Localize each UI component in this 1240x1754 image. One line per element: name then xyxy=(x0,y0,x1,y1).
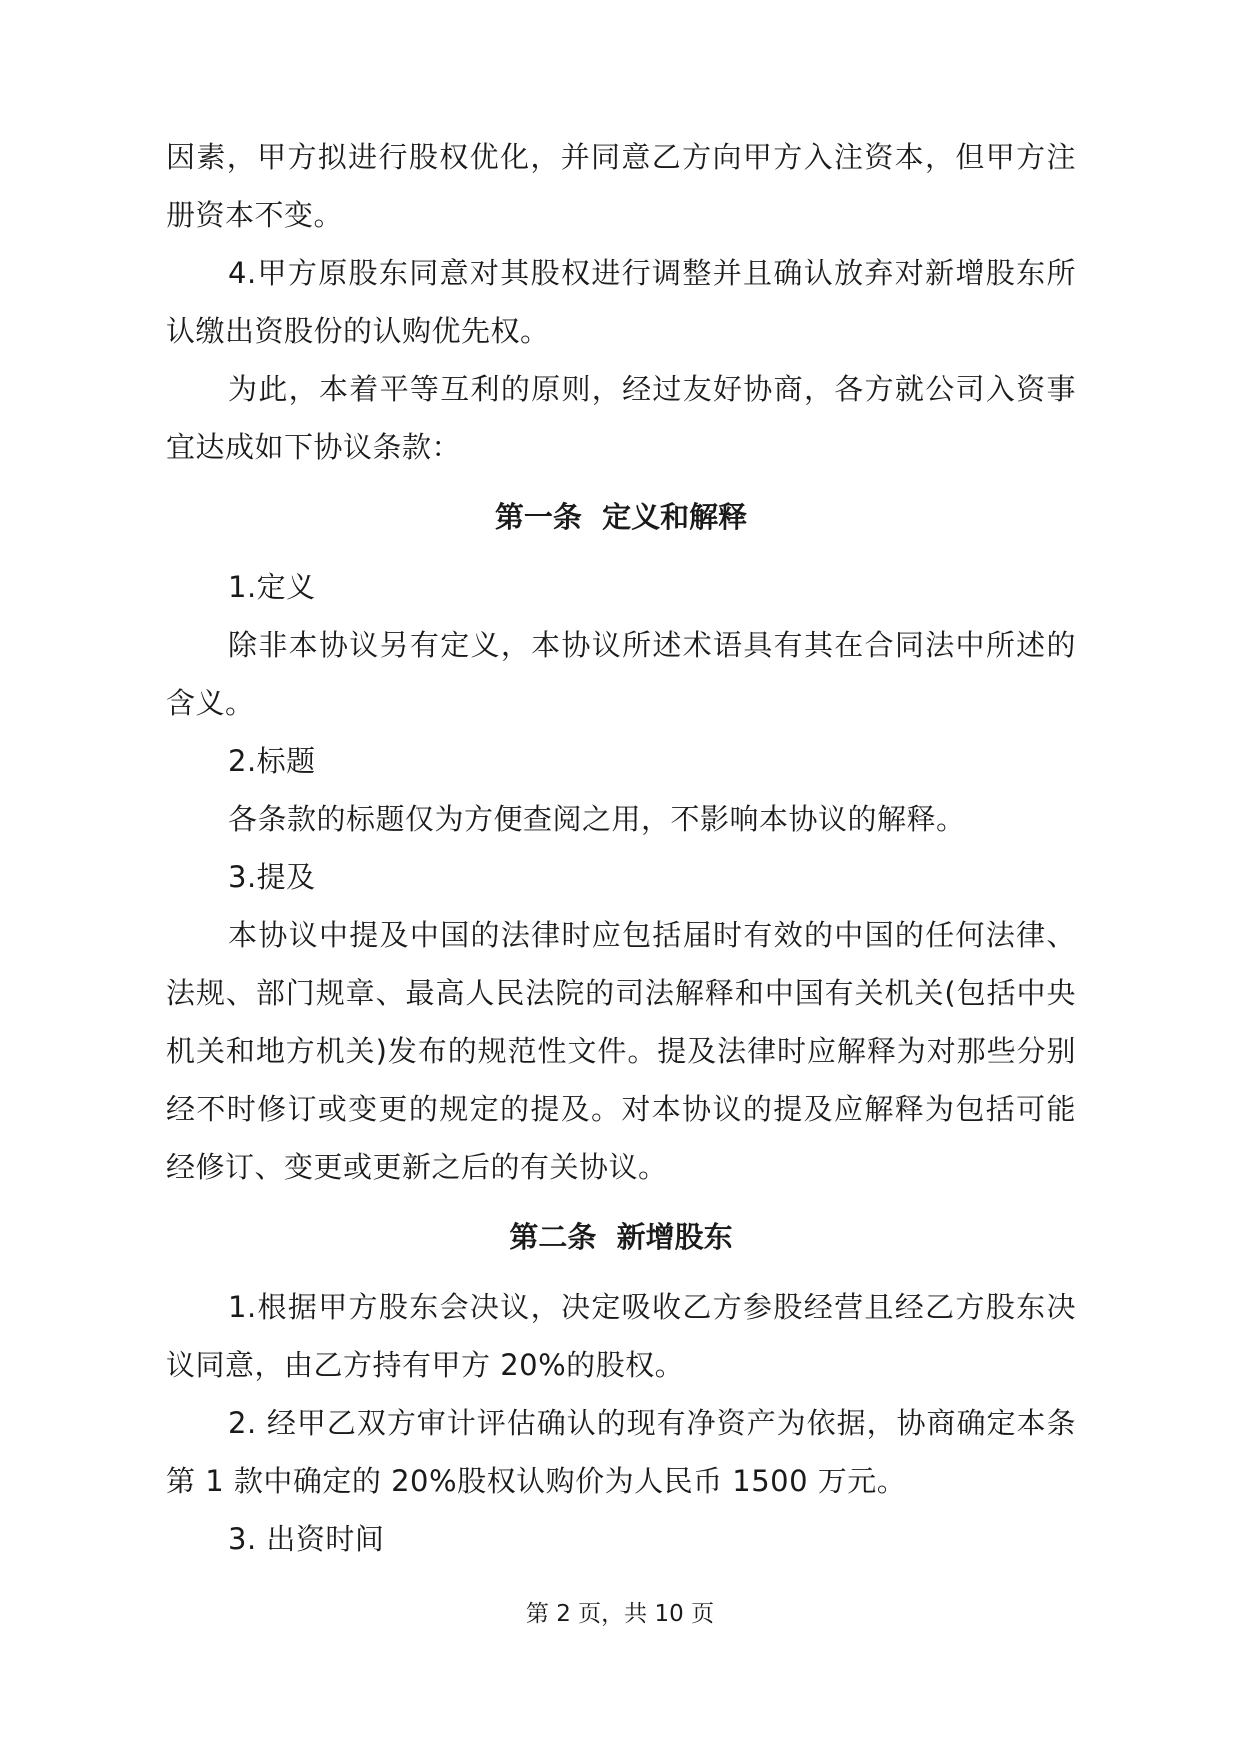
article-1-item-heading-text: 各条款的标题仅为方便查阅之用，不影响本协议的解释。 xyxy=(228,802,966,836)
paragraph-clause-4: 4.甲方原股东同意对其股权进行调整并且确认放弃对新增股东所认缴出资股份的认购优先权。 xyxy=(166,256,1076,348)
article-2-item-2: 2. 经甲乙双方审计评估确认的现有净资产为依据，协商确定本条第 1 款中确定的 20%股权认购价为人民币 1500 万元。 xyxy=(166,1406,1076,1498)
paragraph-preamble-closing: 为此，本着平等互利的原则，经过友好协商，各方就公司入资事宜达成如下协议条款： xyxy=(166,372,1076,464)
article-1-item-definition-text: 除非本协议另有定义，本协议所述术语具有其在合同法中所述的含义。 xyxy=(166,628,1076,720)
article-1-item-heading-title: 2.标题 xyxy=(228,744,316,778)
article-1-item-reference-text: 本协议中提及中国的法律时应包括届时有效的中国的任何法律、法规、部门规章、最高人民法院的司法解释和中国有关机关(包括中央机关和地方机关)发布的规范性文件。提及法律时应解释为对那些分别经不时修订或变更的规定的提及。对本协议的提及应解释为包括可能经修订、变更或更新之后的有关协议。 xyxy=(166,918,1076,1184)
article-2-heading: 第二条 新增股东 xyxy=(509,1220,733,1254)
article-1-heading: 第一条 定义和解释 xyxy=(494,500,748,534)
article-2-item-3: 3. 出资时间 xyxy=(228,1522,385,1556)
paragraph-continuation: 因素，甲方拟进行股权优化，并同意乙方向甲方入注资本，但甲方注册资本不变。 xyxy=(166,140,1076,232)
page-number-footer: 第 2 页，共 10 页 xyxy=(525,1601,715,1627)
article-2-item-1: 1.根据甲方股东会决议，决定吸收乙方参股经营且经乙方股东决议同意，由乙方持有甲方 20%的股权。 xyxy=(166,1290,1076,1382)
article-1-item-reference-title: 3.提及 xyxy=(228,860,316,894)
article-1-item-definition-title: 1.定义 xyxy=(228,570,316,604)
document-body xyxy=(166,128,1076,1568)
